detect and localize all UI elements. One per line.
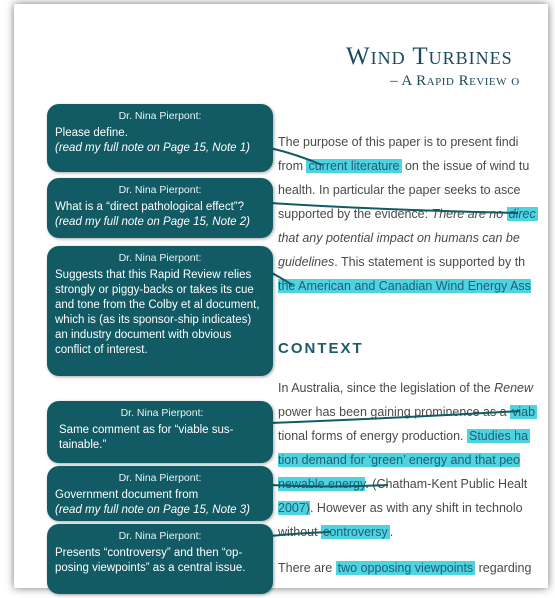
text-run: that any potential impact on humans can be xyxy=(278,231,520,245)
text-run: health. In particular the paper seeks to asce xyxy=(278,183,521,197)
comment-text: Government document from xyxy=(55,489,199,501)
highlight-year[interactable]: 2007) xyxy=(278,501,310,515)
comment-author: Dr. Nina Pierpont: xyxy=(118,110,202,122)
text-run: from xyxy=(278,159,307,173)
comment-reference: (read my full note on Page 15, Note 1) xyxy=(55,142,250,154)
highlight-viable[interactable]: viab xyxy=(512,405,536,419)
highlight-wind-energy-assoc[interactable]: the American and Canadian Wind Energy Ass xyxy=(278,279,531,293)
text-run: . This statement is supported by th xyxy=(334,255,526,269)
highlight-controversy[interactable]: controversy xyxy=(323,525,388,539)
comment-author: Dr. Nina Pierpont: xyxy=(118,184,202,196)
text-run: power has been gaining prominence as a xyxy=(278,405,511,419)
comment-text: Please define. xyxy=(55,127,128,139)
text-run: . xyxy=(389,525,394,539)
highlight-studies[interactable]: Studies ha xyxy=(469,429,529,443)
text-run: The purpose of this paper is to present findi xyxy=(278,135,519,149)
comment-author: Dr. Nina Pierpont: xyxy=(118,252,202,264)
comment-reference: (read my full note on Page 15, Note 3) xyxy=(55,504,250,516)
highlight-renewable-energy[interactable]: newable energy xyxy=(278,477,366,491)
italic-run: There are no xyxy=(431,207,507,221)
comment-text: Same comment as for “viable sus-tainable.” xyxy=(59,424,234,451)
text-run: on the issue of wind tu xyxy=(401,159,530,173)
highlight-current-literature[interactable]: current literature xyxy=(308,159,400,173)
document-title: Wind Turbines xyxy=(346,43,513,70)
comment-text: Presents “controversy” and then “op-posing viewpoints” as a central issue. xyxy=(55,547,246,574)
text-run: . However as with any shift in technolo xyxy=(309,501,523,515)
italic-run: Renew xyxy=(494,381,534,395)
italic-run: guidelines xyxy=(278,255,335,269)
comment-callout[interactable] xyxy=(47,466,273,521)
text-run: without xyxy=(278,525,322,539)
section-heading-context: CONTEXT xyxy=(278,340,364,357)
comment-callout[interactable] xyxy=(47,524,273,594)
text-run: . (Chatham-Kent Public Healt xyxy=(365,477,528,491)
text-run: There are xyxy=(278,561,336,575)
comment-callout[interactable] xyxy=(47,104,273,172)
comment-text: Suggests that this Rapid Review relies strongly or piggy-backs or takes its cue and tone from the Colby et al document, which is (as its sponsor-ship indicates) an industry document with obvious conflict of interest. xyxy=(55,269,260,356)
comment-callout[interactable] xyxy=(47,178,273,238)
highlight-green-energy[interactable]: tion demand for ‘green’ energy and that peo xyxy=(278,453,521,467)
comment-author: Dr. Nina Pierpont: xyxy=(118,472,202,484)
comment-reference: (read my full note on Page 15, Note 2) xyxy=(55,216,250,228)
comment-text: What is a “direct pathological effect”? xyxy=(55,201,244,213)
text-run: supported by the evidence: xyxy=(278,207,432,221)
comment-callout[interactable] xyxy=(47,401,273,463)
text-run: regarding xyxy=(475,561,532,575)
document-subtitle: – A Rapid Review o xyxy=(390,73,520,89)
comment-author: Dr. Nina Pierpont: xyxy=(120,407,204,419)
highlight-opposing-viewpoints[interactable]: two opposing viewpoints xyxy=(337,561,474,575)
highlight-direct-pathological[interactable]: direc xyxy=(508,207,536,221)
comment-author: Dr. Nina Pierpont: xyxy=(118,530,202,542)
comment-callout[interactable] xyxy=(47,246,273,376)
text-run: In Australia, since the legislation of the xyxy=(278,381,495,395)
text-run: tional forms of energy production. xyxy=(278,429,467,443)
